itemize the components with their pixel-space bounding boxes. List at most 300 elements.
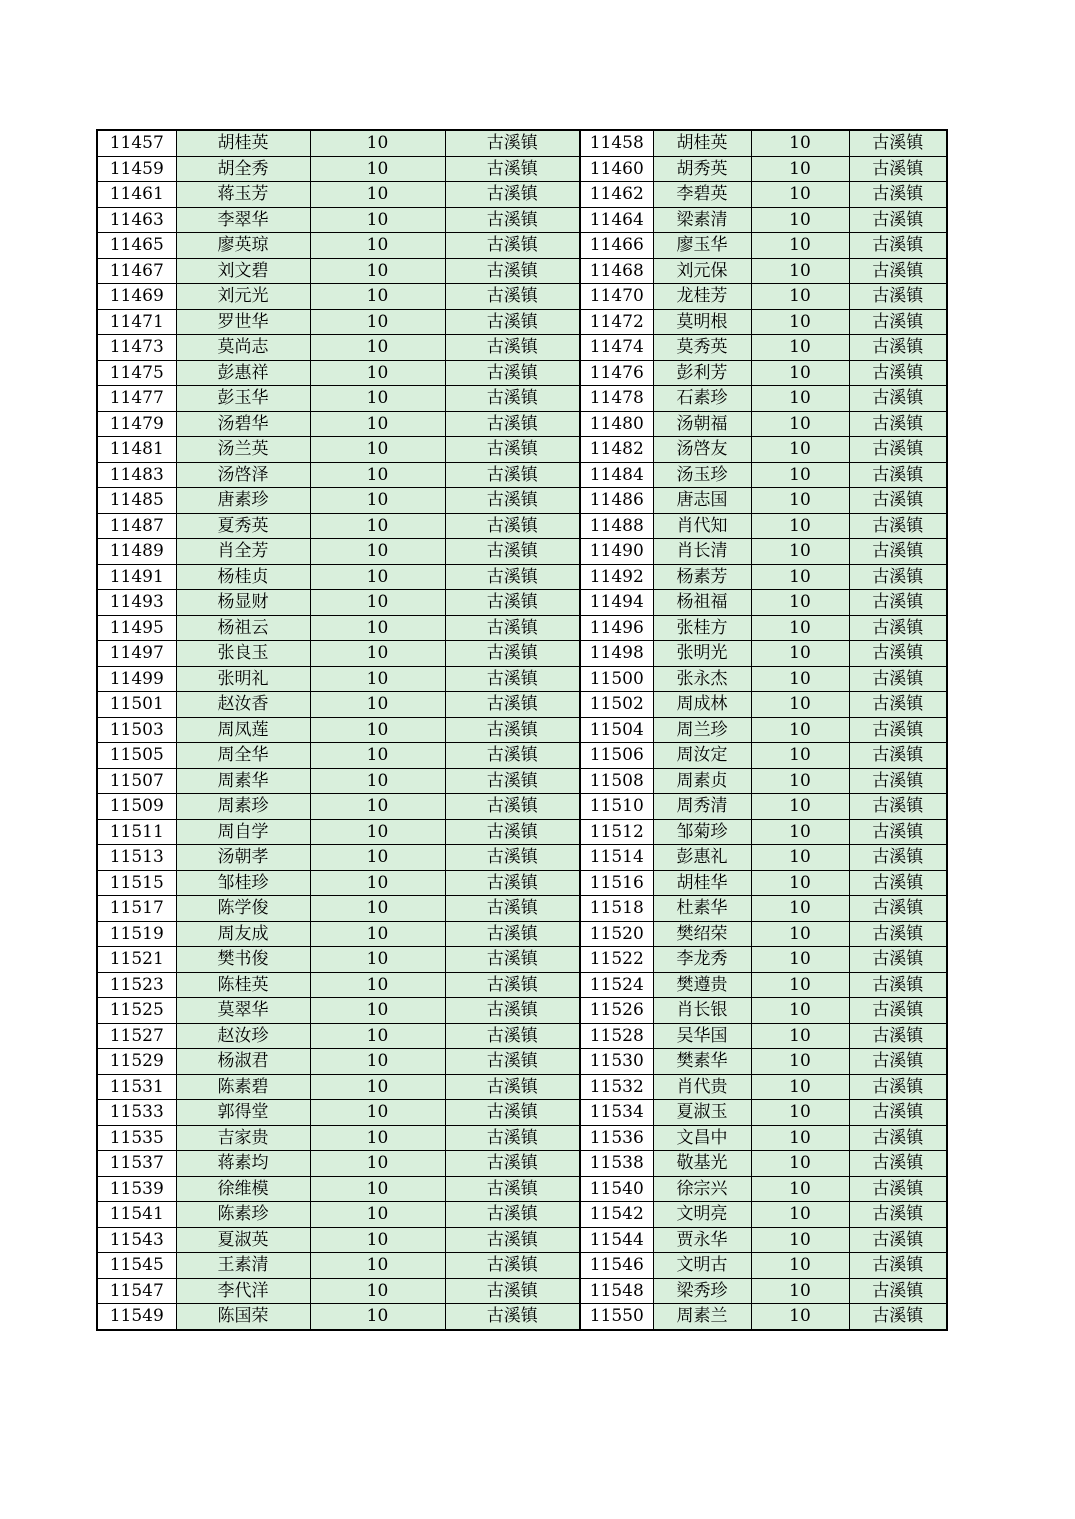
- town-cell: 古溪镇: [445, 564, 580, 590]
- name-cell: 周友成: [176, 921, 310, 947]
- name-cell: 郭得堂: [176, 1100, 310, 1126]
- name-cell: 唐志国: [653, 488, 751, 514]
- amount-cell: 10: [751, 845, 849, 871]
- table-row: [97, 182, 947, 208]
- amount-cell: 10: [310, 411, 445, 437]
- town-cell: 古溪镇: [849, 1176, 947, 1202]
- town-cell: 古溪镇: [849, 615, 947, 641]
- amount-cell: 10: [751, 794, 849, 820]
- amount-cell: 10: [310, 1202, 445, 1228]
- amount-cell: 10: [751, 386, 849, 412]
- table-row: [97, 768, 947, 794]
- amount-cell: 10: [310, 743, 445, 769]
- name-cell: 贾永华: [653, 1227, 751, 1253]
- name-cell: 胡秀英: [653, 156, 751, 182]
- id-cell: 11509: [97, 794, 176, 820]
- table-row: [97, 1049, 947, 1075]
- table-row: [97, 794, 947, 820]
- id-cell: 11540: [580, 1176, 653, 1202]
- amount-cell: 10: [751, 513, 849, 539]
- name-cell: 汤兰英: [176, 437, 310, 463]
- id-cell: 11517: [97, 896, 176, 922]
- id-cell: 11522: [580, 947, 653, 973]
- table-row: [97, 1100, 947, 1126]
- amount-cell: 10: [310, 488, 445, 514]
- table-row: [97, 845, 947, 871]
- town-cell: 古溪镇: [849, 666, 947, 692]
- name-cell: 肖代贵: [653, 1074, 751, 1100]
- id-cell: 11527: [97, 1023, 176, 1049]
- id-cell: 11499: [97, 666, 176, 692]
- amount-cell: 10: [310, 615, 445, 641]
- table-row: [97, 233, 947, 259]
- name-cell: 张明礼: [176, 666, 310, 692]
- town-cell: 古溪镇: [445, 1125, 580, 1151]
- name-cell: 杨祖福: [653, 590, 751, 616]
- id-cell: 11505: [97, 743, 176, 769]
- town-cell: 古溪镇: [849, 743, 947, 769]
- town-cell: 古溪镇: [849, 386, 947, 412]
- table-row: [97, 1151, 947, 1177]
- amount-cell: 10: [310, 156, 445, 182]
- town-cell: 古溪镇: [849, 462, 947, 488]
- town-cell: 古溪镇: [445, 130, 580, 156]
- amount-cell: 10: [751, 284, 849, 310]
- id-cell: 11537: [97, 1151, 176, 1177]
- amount-cell: 10: [310, 539, 445, 565]
- id-cell: 11550: [580, 1304, 653, 1330]
- name-cell: 陈素珍: [176, 1202, 310, 1228]
- town-cell: 古溪镇: [849, 1049, 947, 1075]
- id-cell: 11466: [580, 233, 653, 259]
- name-cell: 龙桂芳: [653, 284, 751, 310]
- amount-cell: 10: [310, 768, 445, 794]
- id-cell: 11493: [97, 590, 176, 616]
- id-cell: 11494: [580, 590, 653, 616]
- name-cell: 周素华: [176, 768, 310, 794]
- name-cell: 廖玉华: [653, 233, 751, 259]
- amount-cell: 10: [751, 488, 849, 514]
- town-cell: 古溪镇: [849, 794, 947, 820]
- amount-cell: 10: [751, 360, 849, 386]
- amount-cell: 10: [751, 233, 849, 259]
- town-cell: 古溪镇: [849, 1074, 947, 1100]
- town-cell: 古溪镇: [445, 1151, 580, 1177]
- name-cell: 樊素华: [653, 1049, 751, 1075]
- town-cell: 古溪镇: [445, 768, 580, 794]
- name-cell: 肖长清: [653, 539, 751, 565]
- table-row: [97, 1202, 947, 1228]
- town-cell: 古溪镇: [445, 972, 580, 998]
- table-row: [97, 896, 947, 922]
- id-cell: 11539: [97, 1176, 176, 1202]
- town-cell: 古溪镇: [445, 233, 580, 259]
- town-cell: 古溪镇: [849, 437, 947, 463]
- name-cell: 周成林: [653, 692, 751, 718]
- id-cell: 11480: [580, 411, 653, 437]
- amount-cell: 10: [751, 768, 849, 794]
- amount-cell: 10: [751, 156, 849, 182]
- id-cell: 11495: [97, 615, 176, 641]
- amount-cell: 10: [310, 437, 445, 463]
- name-cell: 樊书俊: [176, 947, 310, 973]
- id-cell: 11528: [580, 1023, 653, 1049]
- town-cell: 古溪镇: [849, 233, 947, 259]
- table-row: [97, 335, 947, 361]
- amount-cell: 10: [310, 1304, 445, 1330]
- roster-table: [96, 129, 948, 1331]
- name-cell: 张明光: [653, 641, 751, 667]
- name-cell: 赵汝珍: [176, 1023, 310, 1049]
- amount-cell: 10: [751, 1202, 849, 1228]
- name-cell: 汤玉珍: [653, 462, 751, 488]
- id-cell: 11531: [97, 1074, 176, 1100]
- name-cell: 杨淑君: [176, 1049, 310, 1075]
- table-row: [97, 1304, 947, 1330]
- town-cell: 古溪镇: [445, 335, 580, 361]
- town-cell: 古溪镇: [849, 539, 947, 565]
- name-cell: 唐素珍: [176, 488, 310, 514]
- id-cell: 11474: [580, 335, 653, 361]
- table-row: [97, 411, 947, 437]
- name-cell: 杜素华: [653, 896, 751, 922]
- id-cell: 11462: [580, 182, 653, 208]
- id-cell: 11491: [97, 564, 176, 590]
- id-cell: 11482: [580, 437, 653, 463]
- id-cell: 11487: [97, 513, 176, 539]
- name-cell: 肖全芳: [176, 539, 310, 565]
- name-cell: 陈学俊: [176, 896, 310, 922]
- id-cell: 11472: [580, 309, 653, 335]
- table-row: [97, 1074, 947, 1100]
- id-cell: 11514: [580, 845, 653, 871]
- id-cell: 11492: [580, 564, 653, 590]
- name-cell: 徐宗兴: [653, 1176, 751, 1202]
- amount-cell: 10: [310, 1253, 445, 1279]
- table-row: [97, 692, 947, 718]
- id-cell: 11486: [580, 488, 653, 514]
- town-cell: 古溪镇: [445, 870, 580, 896]
- town-cell: 古溪镇: [849, 1202, 947, 1228]
- amount-cell: 10: [751, 743, 849, 769]
- table-row: [97, 437, 947, 463]
- table-row: [97, 488, 947, 514]
- id-cell: 11496: [580, 615, 653, 641]
- id-cell: 11488: [580, 513, 653, 539]
- table-row: [97, 309, 947, 335]
- town-cell: 古溪镇: [849, 947, 947, 973]
- amount-cell: 10: [751, 182, 849, 208]
- id-cell: 11483: [97, 462, 176, 488]
- table-row: [97, 998, 947, 1024]
- town-cell: 古溪镇: [849, 845, 947, 871]
- id-cell: 11465: [97, 233, 176, 259]
- amount-cell: 10: [310, 513, 445, 539]
- amount-cell: 10: [751, 335, 849, 361]
- town-cell: 古溪镇: [849, 1023, 947, 1049]
- amount-cell: 10: [310, 692, 445, 718]
- town-cell: 古溪镇: [849, 896, 947, 922]
- amount-cell: 10: [751, 207, 849, 233]
- id-cell: 11519: [97, 921, 176, 947]
- table-row: [97, 641, 947, 667]
- town-cell: 古溪镇: [445, 386, 580, 412]
- town-cell: 古溪镇: [445, 1304, 580, 1330]
- id-cell: 11470: [580, 284, 653, 310]
- id-cell: 11467: [97, 258, 176, 284]
- id-cell: 11506: [580, 743, 653, 769]
- table-row: [97, 207, 947, 233]
- amount-cell: 10: [310, 1023, 445, 1049]
- id-cell: 11515: [97, 870, 176, 896]
- table-row: [97, 743, 947, 769]
- name-cell: 杨桂贞: [176, 564, 310, 590]
- name-cell: 王素清: [176, 1253, 310, 1279]
- id-cell: 11461: [97, 182, 176, 208]
- name-cell: 罗世华: [176, 309, 310, 335]
- amount-cell: 10: [751, 1227, 849, 1253]
- name-cell: 张桂方: [653, 615, 751, 641]
- amount-cell: 10: [310, 182, 445, 208]
- id-cell: 11484: [580, 462, 653, 488]
- name-cell: 周全华: [176, 743, 310, 769]
- id-cell: 11534: [580, 1100, 653, 1126]
- town-cell: 古溪镇: [445, 360, 580, 386]
- table-row: [97, 1125, 947, 1151]
- name-cell: 汤朝福: [653, 411, 751, 437]
- amount-cell: 10: [310, 1227, 445, 1253]
- amount-cell: 10: [310, 666, 445, 692]
- name-cell: 刘元光: [176, 284, 310, 310]
- name-cell: 文昌中: [653, 1125, 751, 1151]
- table-row: [97, 819, 947, 845]
- amount-cell: 10: [751, 539, 849, 565]
- town-cell: 古溪镇: [445, 615, 580, 641]
- town-cell: 古溪镇: [849, 870, 947, 896]
- town-cell: 古溪镇: [445, 539, 580, 565]
- town-cell: 古溪镇: [849, 182, 947, 208]
- town-cell: 古溪镇: [445, 1074, 580, 1100]
- name-cell: 汤啓友: [653, 437, 751, 463]
- id-cell: 11545: [97, 1253, 176, 1279]
- table-row: [97, 972, 947, 998]
- amount-cell: 10: [310, 1049, 445, 1075]
- id-cell: 11485: [97, 488, 176, 514]
- town-cell: 古溪镇: [445, 1227, 580, 1253]
- name-cell: 莫尚志: [176, 335, 310, 361]
- id-cell: 11526: [580, 998, 653, 1024]
- amount-cell: 10: [310, 998, 445, 1024]
- town-cell: 古溪镇: [445, 258, 580, 284]
- id-cell: 11471: [97, 309, 176, 335]
- amount-cell: 10: [751, 1023, 849, 1049]
- town-cell: 古溪镇: [849, 335, 947, 361]
- name-cell: 吉家贵: [176, 1125, 310, 1151]
- town-cell: 古溪镇: [445, 182, 580, 208]
- town-cell: 古溪镇: [849, 513, 947, 539]
- table-row: [97, 947, 947, 973]
- name-cell: 周秀清: [653, 794, 751, 820]
- amount-cell: 10: [751, 896, 849, 922]
- name-cell: 石素珍: [653, 386, 751, 412]
- amount-cell: 10: [751, 1304, 849, 1330]
- amount-cell: 10: [310, 947, 445, 973]
- table-row: [97, 1023, 947, 1049]
- id-cell: 11475: [97, 360, 176, 386]
- town-cell: 古溪镇: [849, 130, 947, 156]
- name-cell: 邹菊珍: [653, 819, 751, 845]
- amount-cell: 10: [310, 233, 445, 259]
- town-cell: 古溪镇: [445, 513, 580, 539]
- id-cell: 11457: [97, 130, 176, 156]
- id-cell: 11497: [97, 641, 176, 667]
- town-cell: 古溪镇: [849, 590, 947, 616]
- amount-cell: 10: [310, 1074, 445, 1100]
- amount-cell: 10: [751, 590, 849, 616]
- id-cell: 11538: [580, 1151, 653, 1177]
- town-cell: 古溪镇: [445, 819, 580, 845]
- town-cell: 古溪镇: [849, 284, 947, 310]
- id-cell: 11516: [580, 870, 653, 896]
- name-cell: 夏淑玉: [653, 1100, 751, 1126]
- name-cell: 汤啓泽: [176, 462, 310, 488]
- town-cell: 古溪镇: [445, 1202, 580, 1228]
- town-cell: 古溪镇: [849, 360, 947, 386]
- town-cell: 古溪镇: [445, 998, 580, 1024]
- amount-cell: 10: [751, 1176, 849, 1202]
- amount-cell: 10: [751, 819, 849, 845]
- town-cell: 古溪镇: [445, 1023, 580, 1049]
- id-cell: 11489: [97, 539, 176, 565]
- table-row: [97, 156, 947, 182]
- amount-cell: 10: [751, 411, 849, 437]
- town-cell: 古溪镇: [849, 1227, 947, 1253]
- amount-cell: 10: [310, 258, 445, 284]
- id-cell: 11536: [580, 1125, 653, 1151]
- name-cell: 夏秀英: [176, 513, 310, 539]
- amount-cell: 10: [310, 845, 445, 871]
- name-cell: 吴华国: [653, 1023, 751, 1049]
- table-row: [97, 1278, 947, 1304]
- town-cell: 古溪镇: [445, 309, 580, 335]
- table-row: [97, 539, 947, 565]
- town-cell: 古溪镇: [445, 947, 580, 973]
- name-cell: 李龙秀: [653, 947, 751, 973]
- id-cell: 11549: [97, 1304, 176, 1330]
- town-cell: 古溪镇: [849, 1125, 947, 1151]
- town-cell: 古溪镇: [849, 641, 947, 667]
- id-cell: 11520: [580, 921, 653, 947]
- table-row: [97, 360, 947, 386]
- town-cell: 古溪镇: [849, 972, 947, 998]
- amount-cell: 10: [751, 130, 849, 156]
- id-cell: 11490: [580, 539, 653, 565]
- id-cell: 11543: [97, 1227, 176, 1253]
- amount-cell: 10: [310, 462, 445, 488]
- name-cell: 肖长银: [653, 998, 751, 1024]
- name-cell: 胡全秀: [176, 156, 310, 182]
- town-cell: 古溪镇: [445, 717, 580, 743]
- amount-cell: 10: [310, 1125, 445, 1151]
- id-cell: 11477: [97, 386, 176, 412]
- table-row: [97, 284, 947, 310]
- amount-cell: 10: [310, 386, 445, 412]
- town-cell: 古溪镇: [445, 156, 580, 182]
- name-cell: 周兰珍: [653, 717, 751, 743]
- amount-cell: 10: [310, 130, 445, 156]
- amount-cell: 10: [751, 998, 849, 1024]
- town-cell: 古溪镇: [445, 590, 580, 616]
- name-cell: 陈桂英: [176, 972, 310, 998]
- id-cell: 11513: [97, 845, 176, 871]
- name-cell: 蒋玉芳: [176, 182, 310, 208]
- amount-cell: 10: [751, 564, 849, 590]
- name-cell: 杨素芳: [653, 564, 751, 590]
- id-cell: 11511: [97, 819, 176, 845]
- id-cell: 11510: [580, 794, 653, 820]
- town-cell: 古溪镇: [445, 1100, 580, 1126]
- id-cell: 11463: [97, 207, 176, 233]
- name-cell: 张良玉: [176, 641, 310, 667]
- name-cell: 肖代知: [653, 513, 751, 539]
- town-cell: 古溪镇: [445, 845, 580, 871]
- town-cell: 古溪镇: [445, 641, 580, 667]
- town-cell: 古溪镇: [445, 743, 580, 769]
- id-cell: 11458: [580, 130, 653, 156]
- id-cell: 11521: [97, 947, 176, 973]
- town-cell: 古溪镇: [445, 896, 580, 922]
- amount-cell: 10: [310, 284, 445, 310]
- name-cell: 杨祖云: [176, 615, 310, 641]
- amount-cell: 10: [751, 1278, 849, 1304]
- name-cell: 樊绍荣: [653, 921, 751, 947]
- amount-cell: 10: [310, 896, 445, 922]
- id-cell: 11459: [97, 156, 176, 182]
- amount-cell: 10: [751, 258, 849, 284]
- amount-cell: 10: [310, 207, 445, 233]
- name-cell: 胡桂英: [653, 130, 751, 156]
- name-cell: 周素贞: [653, 768, 751, 794]
- table-row: [97, 870, 947, 896]
- name-cell: 文明古: [653, 1253, 751, 1279]
- amount-cell: 10: [751, 615, 849, 641]
- name-cell: 李代洋: [176, 1278, 310, 1304]
- table-row: [97, 1227, 947, 1253]
- id-cell: 11469: [97, 284, 176, 310]
- town-cell: 古溪镇: [849, 1253, 947, 1279]
- town-cell: 古溪镇: [849, 258, 947, 284]
- town-cell: 古溪镇: [445, 207, 580, 233]
- name-cell: 夏淑英: [176, 1227, 310, 1253]
- amount-cell: 10: [751, 1253, 849, 1279]
- id-cell: 11464: [580, 207, 653, 233]
- amount-cell: 10: [310, 335, 445, 361]
- id-cell: 11524: [580, 972, 653, 998]
- id-cell: 11481: [97, 437, 176, 463]
- name-cell: 莫明根: [653, 309, 751, 335]
- id-cell: 11512: [580, 819, 653, 845]
- id-cell: 11525: [97, 998, 176, 1024]
- amount-cell: 10: [310, 1100, 445, 1126]
- table-row: [97, 615, 947, 641]
- town-cell: 古溪镇: [849, 921, 947, 947]
- id-cell: 11502: [580, 692, 653, 718]
- amount-cell: 10: [751, 1074, 849, 1100]
- table-row: [97, 513, 947, 539]
- table-row: [97, 717, 947, 743]
- id-cell: 11544: [580, 1227, 653, 1253]
- amount-cell: 10: [310, 564, 445, 590]
